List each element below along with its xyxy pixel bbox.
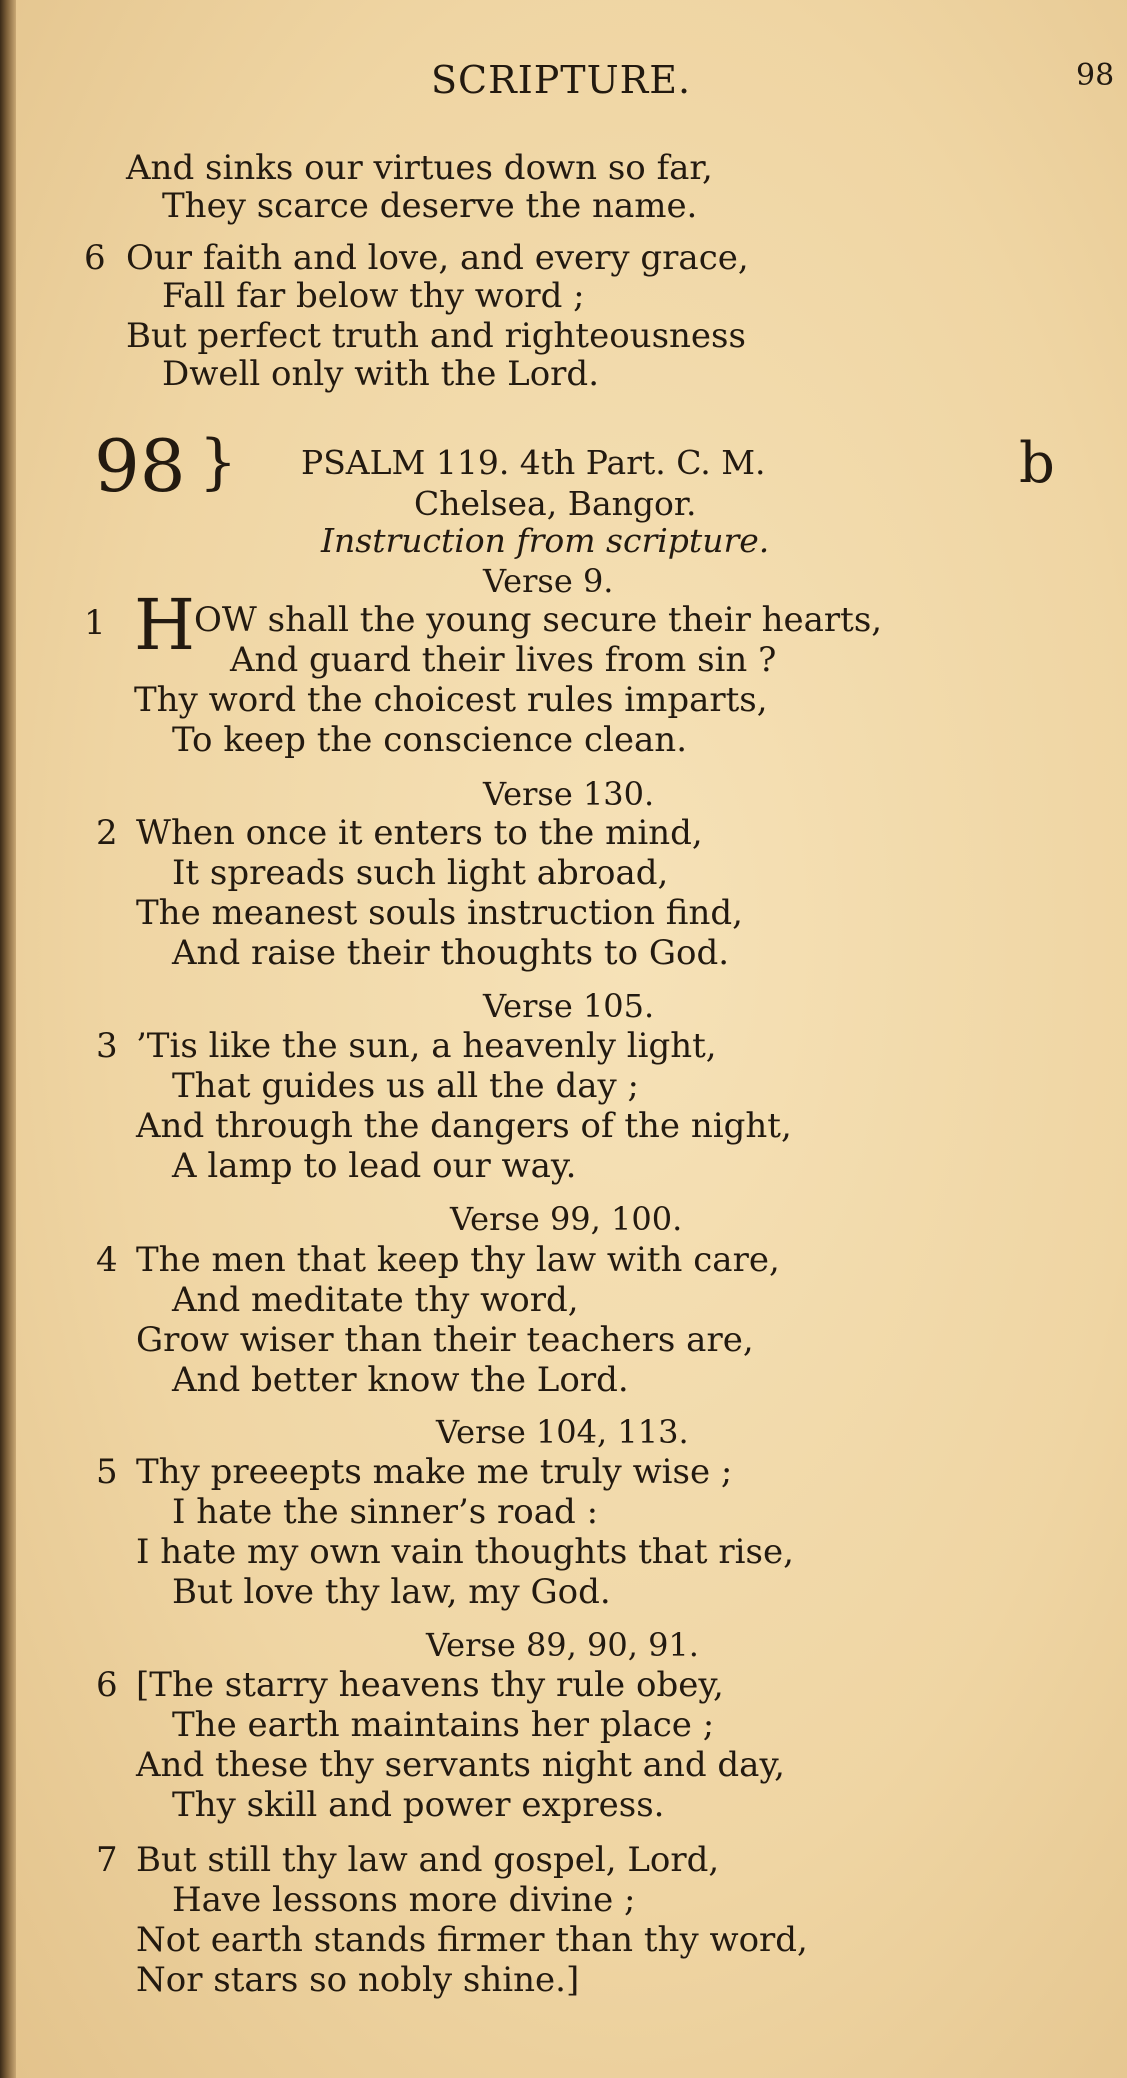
verse-ref-2: Verse 130. <box>483 775 655 813</box>
stanza-3-line-4: A lamp to lead our way. <box>172 1146 577 1186</box>
stanza-5-line-3: I hate my own vain thoughts that rise, <box>136 1532 794 1572</box>
stanza-1-line-3: Thy word the choicest rules imparts, <box>134 680 768 720</box>
prev-line-2: They scarce deserve the name. <box>162 186 698 226</box>
prev-line-1: And sinks our virtues down so far, <box>126 148 713 188</box>
page-number: 98 <box>1076 58 1115 93</box>
stanza-5-line-2: I hate the sinner’s road : <box>172 1492 599 1532</box>
stanza-4-line-2: And meditate thy word, <box>172 1280 579 1320</box>
stanza-1-line-1: OW shall the young secure their hearts, <box>194 600 883 640</box>
book-page <box>16 0 1127 2078</box>
stanza-number-2: 2 <box>96 813 118 853</box>
stanza-number-6: 6 <box>96 1665 118 1705</box>
prev-stanza-line-3: But perfect truth and righteousness <box>126 316 746 356</box>
verse-ref-6: Verse 89, 90, 91. <box>426 1626 699 1664</box>
stanza-number-1: 1 <box>84 603 106 643</box>
stanza-5-line-4: But love thy law, my God. <box>172 1572 611 1612</box>
stanza-3-line-1: ’Tis like the sun, a heavenly light, <box>136 1026 717 1066</box>
hymn-subtitle: Instruction from scripture. <box>321 521 770 560</box>
stanza-1-line-4: To keep the conscience clean. <box>172 720 687 760</box>
stanza-2-line-1: When once it enters to the mind, <box>136 813 703 853</box>
verse-ref-4: Verse 99, 100. <box>450 1200 683 1238</box>
stanza-6-line-4: Thy skill and power express. <box>172 1785 665 1825</box>
stanza-number-5: 5 <box>96 1452 118 1492</box>
stanza-5-line-1: Thy preeepts make me truly wise ; <box>136 1452 733 1492</box>
stanza-7-line-2: Have lessons more divine ; <box>172 1880 636 1920</box>
stanza-number-3: 3 <box>96 1026 118 1066</box>
prev-stanza-line-4: Dwell only with the Lord. <box>162 354 600 394</box>
stanza-number-7: 7 <box>96 1840 118 1880</box>
stanza-7-line-3: Not earth stands firmer than thy word, <box>136 1920 808 1960</box>
hymn-number-brace: } <box>199 427 238 497</box>
book-spine-shadow <box>0 0 16 2078</box>
stanza-7-line-1: But still thy law and gospel, Lord, <box>136 1840 720 1880</box>
verse-ref-1: Verse 9. <box>483 562 614 600</box>
stanza-6-line-2: The earth maintains her place ; <box>172 1705 715 1745</box>
drop-cap: H <box>134 584 196 666</box>
prev-stanza-line-2: Fall far below thy word ; <box>162 276 585 316</box>
stanza-3-line-2: That guides us all the day ; <box>172 1066 639 1106</box>
psalm-title: PSALM 119. 4th Part. C. M. <box>301 443 766 482</box>
stanza-2-line-2: It spreads such light abroad, <box>172 853 669 893</box>
verse-ref-5: Verse 104, 113. <box>436 1413 689 1451</box>
key-signature-mark: b <box>1019 431 1055 496</box>
stanza-3-line-3: And through the dangers of the night, <box>136 1106 792 1146</box>
verse-ref-3: Verse 105. <box>483 987 655 1025</box>
stanza-1-line-2: And guard their lives from sin ? <box>230 640 777 680</box>
stanza-6-line-3: And these thy servants night and day, <box>136 1745 785 1785</box>
running-header: SCRIPTURE. <box>431 58 692 102</box>
stanza-6-line-1: [The starry heavens thy rule obey, <box>136 1665 724 1705</box>
prev-stanza-line-1: Our faith and love, and every grace, <box>126 238 749 278</box>
stanza-7-line-4: Nor stars so nobly shine.] <box>136 1960 580 2000</box>
tune-names: Chelsea, Bangor. <box>414 484 697 523</box>
hymn-number: 98 <box>94 424 186 508</box>
stanza-number-4: 4 <box>96 1240 118 1280</box>
stanza-4-line-4: And better know the Lord. <box>172 1360 629 1400</box>
stanza-2-line-4: And raise their thoughts to God. <box>172 933 730 973</box>
stanza-2-line-3: The meanest souls instruction find, <box>136 893 743 933</box>
stanza-4-line-1: The men that keep thy law with care, <box>136 1240 780 1280</box>
stanza-4-line-3: Grow wiser than their teachers are, <box>136 1320 754 1360</box>
prev-stanza-number: 6 <box>84 238 106 278</box>
